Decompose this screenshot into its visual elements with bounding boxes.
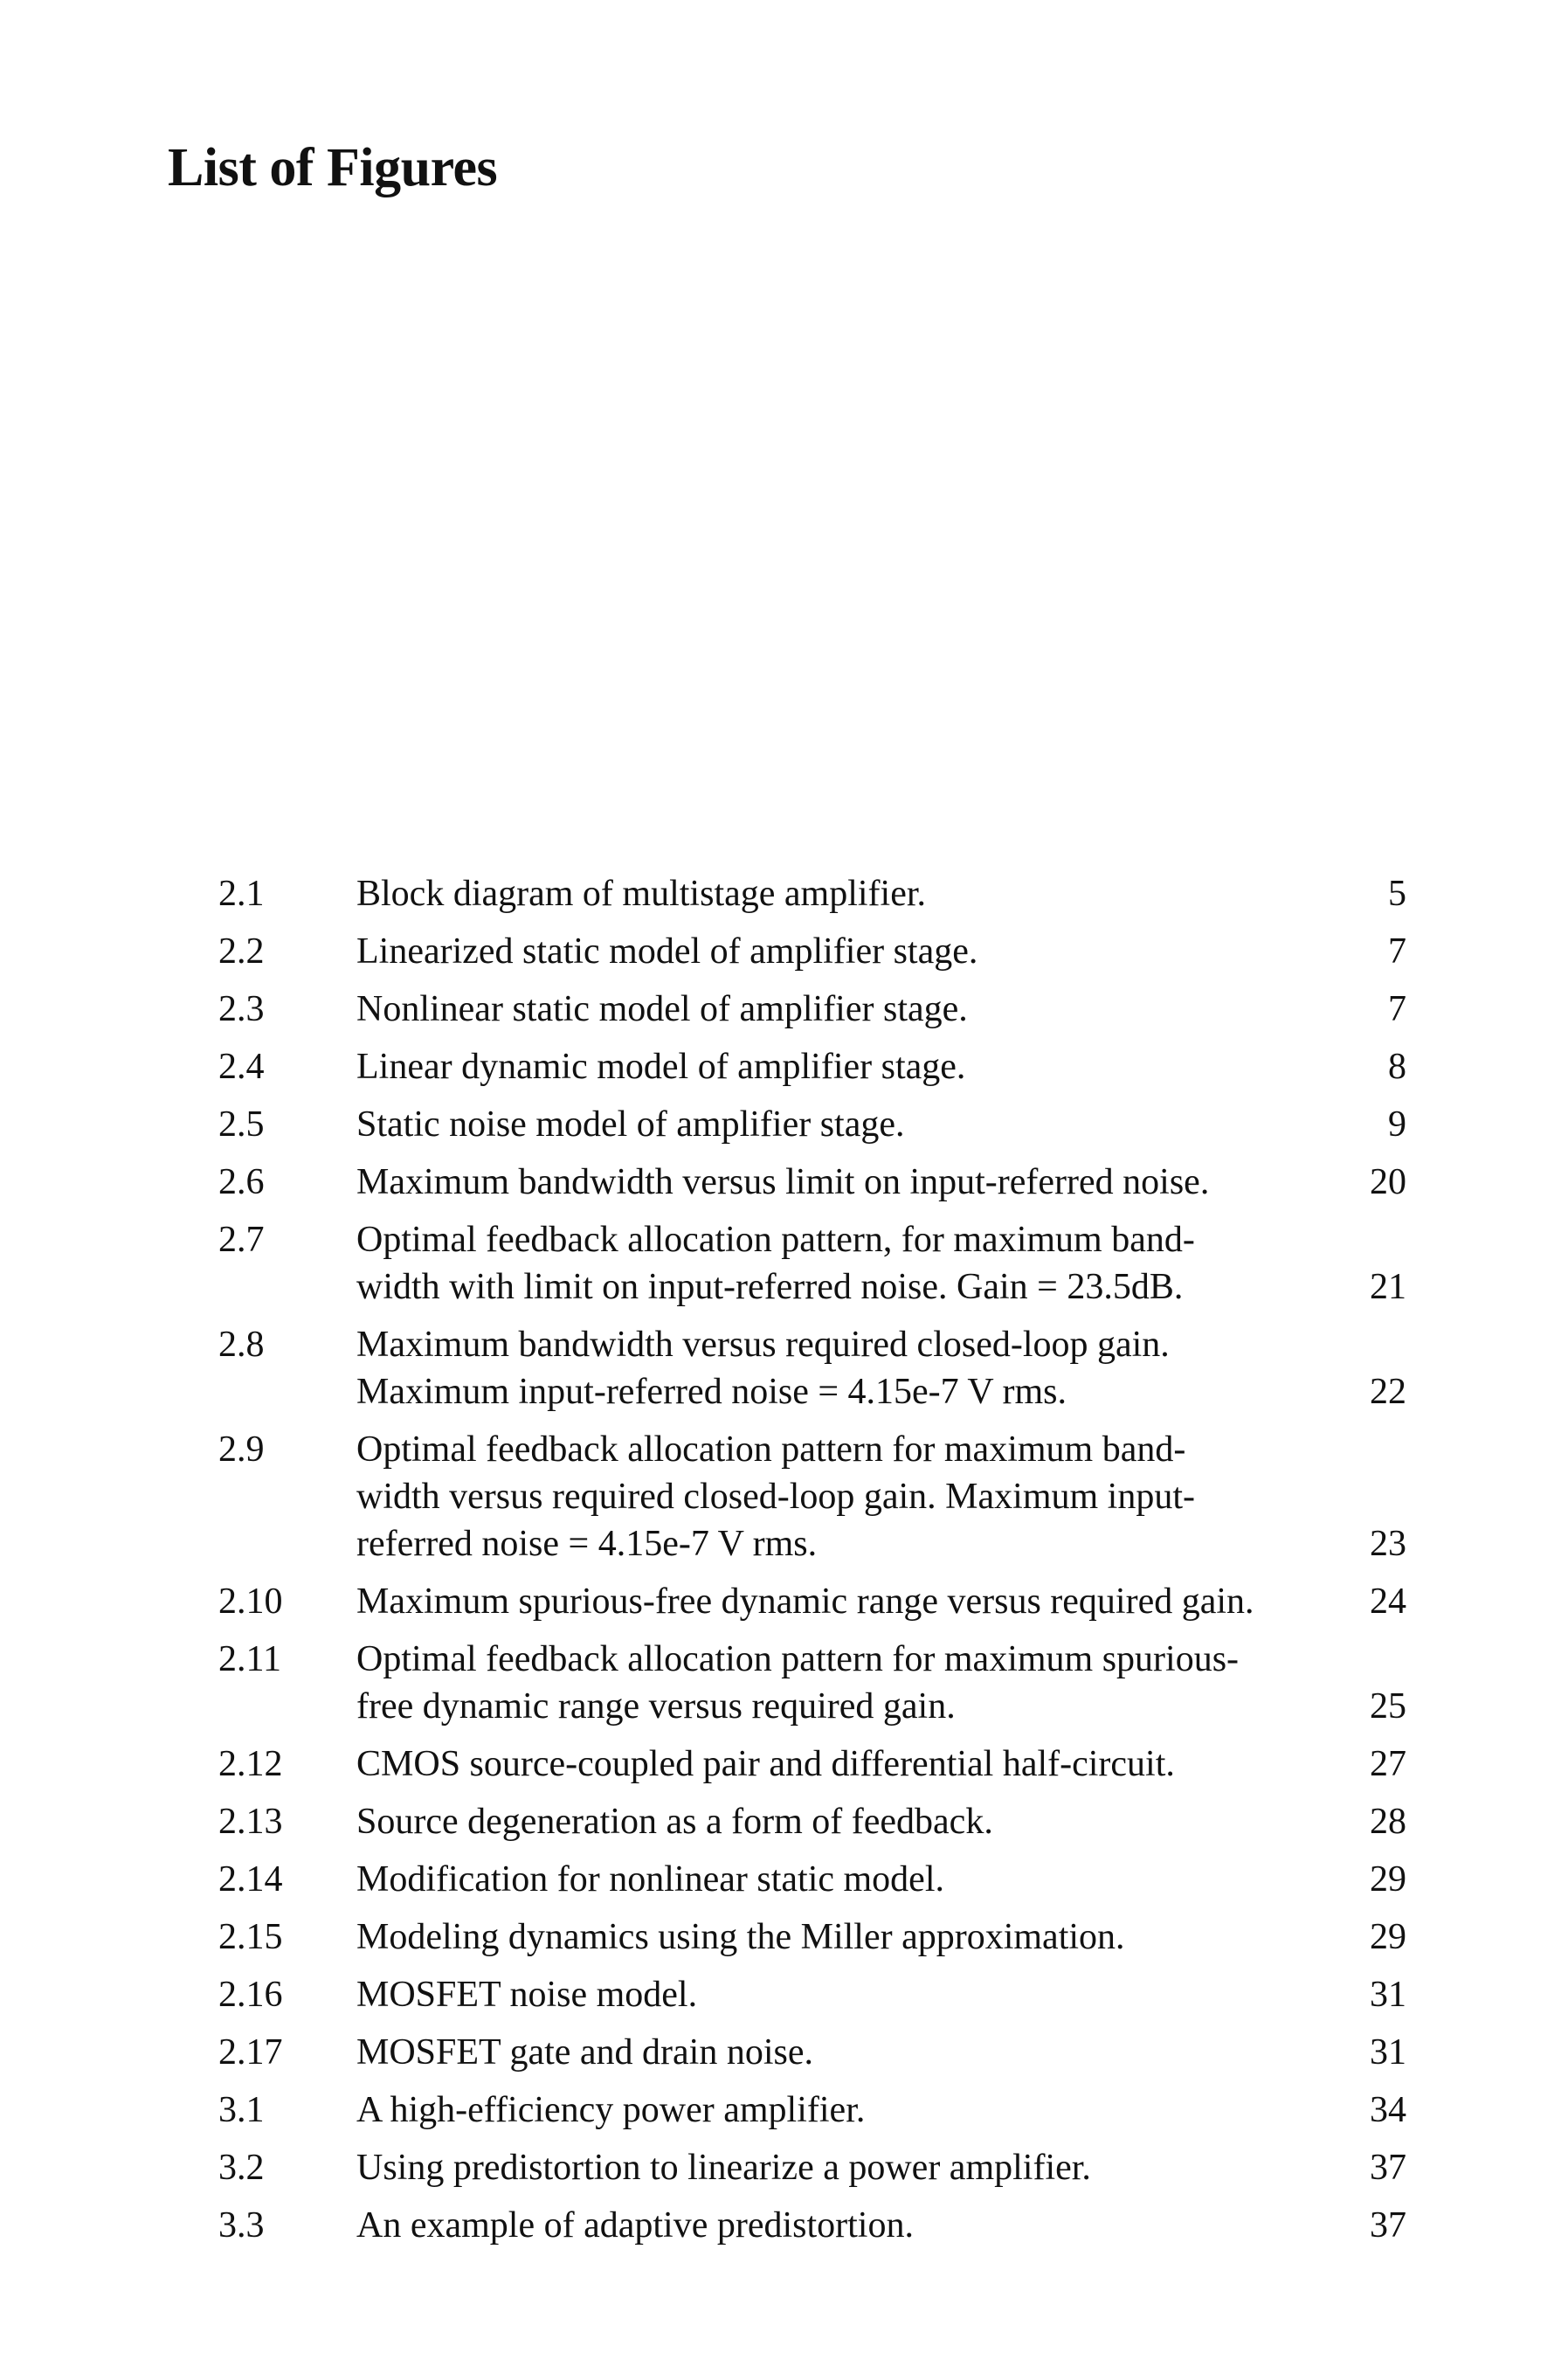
figure-page-number: 20: [1370, 1162, 1406, 1202]
figure-caption: [356, 870, 1354, 917]
figure-entry: [218, 1159, 1406, 1206]
figure-number: 2.2: [218, 931, 265, 972]
figure-number: 2.4: [218, 1047, 265, 1087]
caption-line: Optimal feedback allocation pattern, for maximum band-: [356, 1220, 1195, 1260]
figure-entry: [218, 1914, 1406, 1961]
figure-caption: [356, 1971, 1354, 2018]
figure-entry: [218, 2087, 1406, 2134]
caption-line: Maximum input-referred noise = 4.15e-7 V rms.: [356, 1372, 1067, 1412]
figure-page-number: 31: [1370, 1975, 1406, 2015]
figure-entry: [218, 1856, 1406, 1903]
figure-caption: [356, 1043, 1354, 1090]
figure-number: 2.12: [218, 1744, 283, 1784]
figure-page-number: 7: [1388, 931, 1406, 972]
caption-line: free dynamic range versus required gain.: [356, 1686, 956, 1727]
caption-line: referred noise = 4.15e-7 V rms.: [356, 1524, 818, 1564]
figure-entry: [218, 2144, 1406, 2191]
caption-line: MOSFET noise model.: [356, 1975, 698, 2015]
figure-entry: [218, 2202, 1406, 2249]
figure-entry: [218, 1321, 1406, 1415]
caption-line: Optimal feedback allocation pattern for maximum band-: [356, 1429, 1186, 1470]
figure-entry: [218, 986, 1406, 1033]
figure-caption: [356, 1426, 1354, 1568]
figure-number: 2.6: [218, 1162, 265, 1202]
figure-number: 2.14: [218, 1859, 283, 1900]
figure-caption: [356, 1856, 1354, 1903]
figure-entry: [218, 870, 1406, 917]
figure-page-number: 29: [1370, 1859, 1406, 1900]
caption-line: Linearized static model of amplifier stage.: [356, 931, 978, 972]
figure-entry: [218, 1798, 1406, 1845]
figure-page-number: 29: [1370, 1917, 1406, 1957]
figure-caption: [356, 1914, 1354, 1961]
figure-list: [218, 870, 1406, 2260]
figure-page-number: 23: [1370, 1524, 1406, 1564]
figure-number: 2.5: [218, 1104, 265, 1145]
figure-caption: [356, 1216, 1354, 1311]
caption-line: width with limit on input-referred noise. Gain = 23.5dB.: [356, 1267, 1184, 1307]
caption-line: Maximum spurious-free dynamic range versus required gain.: [356, 1581, 1254, 1622]
caption-line: Modeling dynamics using the Miller approximation.: [356, 1917, 1125, 1957]
caption-line: CMOS source-coupled pair and differential half-circuit.: [356, 1744, 1175, 1784]
figure-caption: [356, 986, 1354, 1033]
figure-number: 2.16: [218, 1975, 283, 2015]
figure-page-number: 31: [1370, 2032, 1406, 2073]
figure-caption: [356, 2029, 1354, 2076]
figure-caption: [356, 1578, 1354, 1625]
caption-line: Block diagram of multistage amplifier.: [356, 874, 927, 914]
caption-line: A high-efficiency power amplifier.: [356, 2090, 866, 2130]
caption-line: An example of adaptive predistortion.: [356, 2205, 914, 2246]
figure-page-number: 9: [1388, 1104, 1406, 1145]
figure-caption: [356, 1159, 1354, 1206]
figure-caption: [356, 2144, 1354, 2191]
figure-page-number: 37: [1370, 2148, 1406, 2188]
figure-number: 2.1: [218, 874, 265, 914]
caption-line: MOSFET gate and drain noise.: [356, 2032, 813, 2073]
figure-number: 2.13: [218, 1802, 283, 1842]
figure-number: 2.10: [218, 1581, 283, 1622]
figure-page-number: 8: [1388, 1047, 1406, 1087]
caption-line: Linear dynamic model of amplifier stage.: [356, 1047, 966, 1087]
figure-entry: [218, 1101, 1406, 1148]
figure-page-number: 5: [1388, 874, 1406, 914]
caption-line: Optimal feedback allocation pattern for maximum spurious-: [356, 1639, 1240, 1679]
figure-caption: [356, 2087, 1354, 2134]
figure-caption: [356, 1798, 1354, 1845]
figure-entry: [218, 928, 1406, 975]
caption-line: Maximum bandwidth versus limit on input-referred noise.: [356, 1162, 1210, 1202]
figure-caption: [356, 1321, 1354, 1415]
figure-page-number: 25: [1370, 1686, 1406, 1727]
figure-number: 3.3: [218, 2205, 265, 2246]
figure-caption: [356, 1741, 1354, 1788]
figure-page-number: 22: [1370, 1372, 1406, 1412]
figure-number: 2.8: [218, 1325, 265, 1365]
figure-page-number: 24: [1370, 1581, 1406, 1622]
figure-number: 2.17: [218, 2032, 283, 2073]
figure-number: 2.15: [218, 1917, 283, 1957]
caption-line: Modification for nonlinear static model.: [356, 1859, 944, 1900]
figure-number: 2.7: [218, 1220, 265, 1260]
caption-line: Static noise model of amplifier stage.: [356, 1104, 905, 1145]
page-title: List of Figures: [168, 138, 498, 197]
figure-caption: [356, 1101, 1354, 1148]
caption-line: Nonlinear static model of amplifier stage.: [356, 989, 968, 1029]
figure-entry: [218, 1043, 1406, 1090]
figure-entry: [218, 1971, 1406, 2018]
figure-entry: [218, 1578, 1406, 1625]
figure-page-number: 34: [1370, 2090, 1406, 2130]
figure-number: 2.11: [218, 1639, 281, 1679]
figure-number: 2.9: [218, 1429, 265, 1470]
caption-line: Source degeneration as a form of feedback.: [356, 1802, 993, 1842]
figure-page-number: 37: [1370, 2205, 1406, 2246]
figure-page-number: 7: [1388, 989, 1406, 1029]
figure-number: 2.3: [218, 989, 265, 1029]
figure-entry: [218, 1426, 1406, 1568]
figure-page-number: 27: [1370, 1744, 1406, 1784]
figure-entry: [218, 1216, 1406, 1311]
figure-page-number: 28: [1370, 1802, 1406, 1842]
figure-caption: [356, 2202, 1354, 2249]
figure-entry: [218, 2029, 1406, 2076]
figure-entry: [218, 1741, 1406, 1788]
figure-entry: [218, 1636, 1406, 1730]
caption-line: Using predistortion to linearize a power amplifier.: [356, 2148, 1091, 2188]
figure-number: 3.1: [218, 2090, 265, 2130]
figure-caption: [356, 1636, 1354, 1730]
caption-line: Maximum bandwidth versus required closed-loop gain.: [356, 1325, 1170, 1365]
caption-line: width versus required closed-loop gain. Maximum input-: [356, 1477, 1195, 1517]
figure-caption: [356, 928, 1354, 975]
figure-number: 3.2: [218, 2148, 265, 2188]
figure-page-number: 21: [1370, 1267, 1406, 1307]
